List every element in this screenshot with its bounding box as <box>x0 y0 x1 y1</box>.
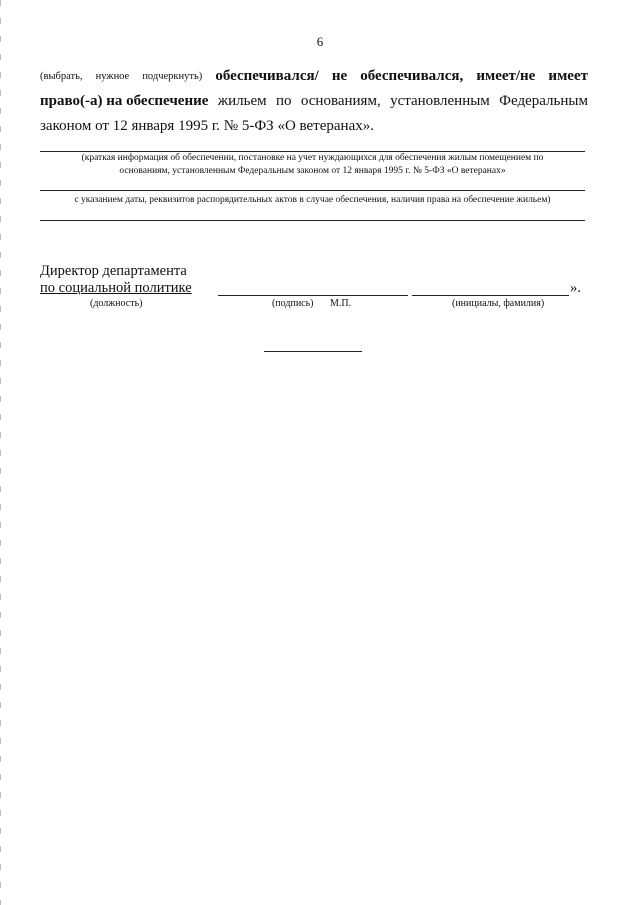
info-note-line-1: (краткая информация об обеспечении, постановке на учет нуждающихся для обеспечения жилым помещением по <box>81 153 544 163</box>
choose-hint-2: нужное <box>95 71 130 82</box>
statement-word: жильем <box>217 93 267 109</box>
caption-name: (инициалы, фамилия) <box>452 298 545 309</box>
statement-word: установленным <box>390 93 490 109</box>
statement-line-2 <box>40 89 588 114</box>
option-has: имеет <box>548 68 588 84</box>
choose-hint-3: подчеркнуть) <box>142 71 203 82</box>
fill-line-details <box>40 190 585 191</box>
fill-line-extra <box>40 220 585 221</box>
signature-line <box>218 295 408 296</box>
name-line <box>412 295 569 296</box>
position-title <box>40 263 192 297</box>
position-line-2: по социальной политике <box>40 280 192 296</box>
page-number: 6 <box>316 34 324 49</box>
choose-hint-1: (выбрать, <box>40 71 83 82</box>
option-not-provided: обеспечивался, <box>360 68 464 84</box>
option-right-to-provision: право(-а) на обеспечение <box>40 93 209 109</box>
statement-line-1 <box>40 64 588 89</box>
caption-seal: М.П. <box>330 298 352 309</box>
scan-edge <box>0 0 1 905</box>
info-note <box>40 152 585 178</box>
statement-word: основаниям, <box>300 93 381 109</box>
option-provided: обеспечивался/ <box>215 68 319 84</box>
statement-word: Федеральным <box>499 93 588 109</box>
caption-signature: (подпись) <box>272 298 314 309</box>
info-note-line-2: основаниям, установленным Федеральным законом от 12 января 1995 г. № 5-ФЗ «О ветеранах» <box>119 166 506 176</box>
end-rule <box>264 351 362 352</box>
option-not: не <box>331 68 348 84</box>
statement-paragraph <box>40 64 588 139</box>
caption-position: (должность) <box>90 298 143 309</box>
option-has-right: имеет/не <box>476 68 536 84</box>
closing-mark: ». <box>570 280 581 296</box>
position-line-1: Директор департамента <box>40 263 187 279</box>
details-note: с указанием даты, реквизитов распорядительных актов в случае обеспечения, наличия права на обеспечение жильем) <box>74 195 551 205</box>
statement-line-3: законом от 12 января 1995 г. № 5-ФЗ «О ветеранах». <box>40 118 374 134</box>
statement-word: по <box>276 93 292 109</box>
